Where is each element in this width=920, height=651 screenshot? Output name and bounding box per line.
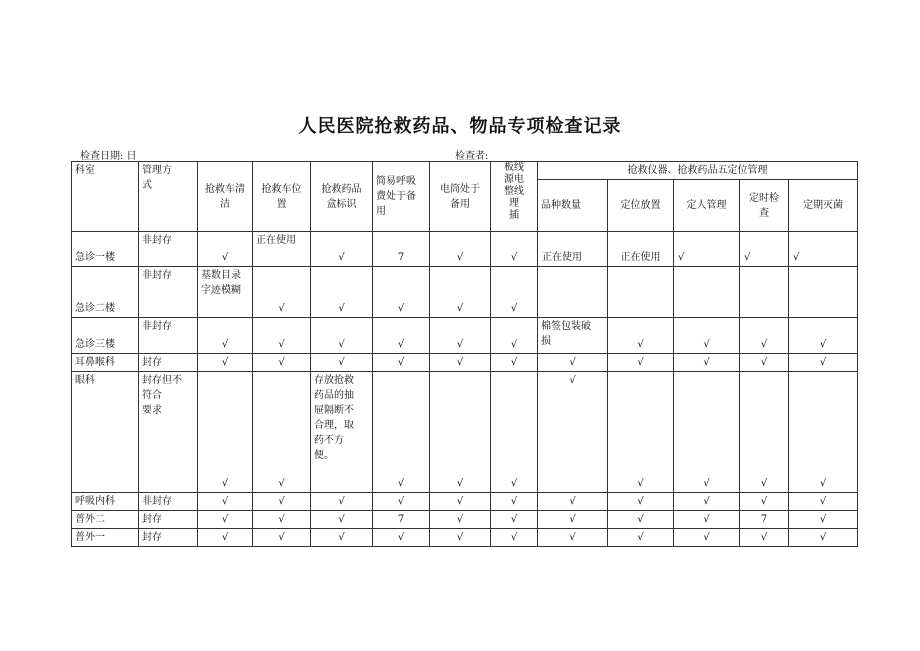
cell-note: 正在使用 [608,232,674,267]
header-respirator: 简易呼吸 费处于备 用 [373,162,430,232]
cell-note: 正在使用 [538,232,608,267]
table-row [72,372,858,493]
cell-check: √ [789,318,858,354]
inspection-date-label: 检查日期: 日 [80,151,137,162]
cell-check: √ [608,511,674,529]
cell-check: √ [608,318,674,354]
row-dept: 急诊二楼 [72,267,139,318]
cell-check: √ [430,372,491,493]
cell-check: √ [789,372,858,493]
cell-check: 7 [740,511,789,529]
cell-check: √ [373,354,430,372]
cell-check: √ [789,354,858,372]
cell-check: √ [430,267,491,318]
cell-check: √ [253,529,311,547]
cell-check: √ [740,354,789,372]
cell-check: √ [198,529,253,547]
table-row [72,354,858,372]
cell-check: √ [674,232,740,267]
cell-check: √ [674,318,740,354]
row-dept: 普外一 [72,529,139,547]
cell-check: √ [538,354,608,372]
row-management: 封存 [139,511,198,529]
cell-check: √ [491,318,538,354]
cell-note: 棉签包装破 损 [538,318,608,354]
cell-check: √ [538,372,608,493]
cell-note: 存放抢救 药品的抽 屉隔断不 合理，取 药不方 便。 [311,372,373,493]
table-row [72,493,858,511]
cell-check: √ [198,354,253,372]
cell-check: √ [430,318,491,354]
cell-check: √ [311,232,373,267]
row-management: 封存但不 符合 要求 [139,372,198,493]
header-management: 管理方 式 [139,162,198,232]
cell-check: √ [608,493,674,511]
cell-check: √ [491,232,538,267]
cell-check: √ [253,267,311,318]
cell-check: √ [198,232,253,267]
header-cart-clean: 抢救车清 洁 [198,162,253,232]
page-title: 人民医院抢救药品、物品专项检查记录 [298,116,622,137]
cell-check: √ [253,372,311,493]
cell-check: √ [608,354,674,372]
header-sterilize: 定期灭菌 [789,180,858,232]
row-management: 非封存 [139,318,198,354]
cell-check: √ [491,529,538,547]
row-management: 非封存 [139,493,198,511]
cell-check: √ [538,493,608,511]
cell-check: √ [311,511,373,529]
cell-check: 7 [373,511,430,529]
cell-check: √ [198,372,253,493]
cell-check: √ [608,529,674,547]
table-row [72,267,858,318]
row-dept: 急诊三楼 [72,318,139,354]
cell-check: √ [373,372,430,493]
header-five-fixed-group: 抢救仪器、抢救药品五定位管理 [538,162,858,180]
row-dept: 急诊一楼 [72,232,139,267]
inspector-label: 检查者: [455,151,489,162]
inspection-table [71,161,858,547]
cell-check: √ [538,511,608,529]
row-dept: 普外二 [72,511,139,529]
cell-check: √ [674,372,740,493]
cell-check: √ [430,511,491,529]
cell-check: √ [674,529,740,547]
row-dept: 耳鼻喉科 [72,354,139,372]
cell-empty [789,267,858,318]
cell-check: √ [491,354,538,372]
cell-check: √ [430,354,491,372]
row-management: 非封存 [139,267,198,318]
cell-check: √ [491,372,538,493]
cell-check: √ [740,529,789,547]
table-row [72,318,858,354]
cell-check: √ [198,318,253,354]
cell-note: 基数目录 字迹模糊 [198,267,253,318]
cell-check: √ [253,511,311,529]
cell-check: √ [740,493,789,511]
cell-check: √ [311,493,373,511]
row-management: 封存 [139,529,198,547]
cell-check: √ [491,267,538,318]
header-cart-position: 抢救车位 置 [253,162,311,232]
cell-check: √ [253,354,311,372]
cell-check: √ [430,232,491,267]
cell-check: √ [674,511,740,529]
cell-check: √ [608,372,674,493]
cell-check: √ [789,232,858,267]
cell-check: √ [740,372,789,493]
cell-check: √ [491,511,538,529]
cell-check: √ [198,493,253,511]
cell-check: √ [198,511,253,529]
cell-check: √ [253,493,311,511]
row-management: 非封存 [139,232,198,267]
cell-check: √ [430,493,491,511]
header-fixed-position: 定位放置 [608,180,674,232]
cell-check: √ [430,529,491,547]
cell-check: √ [373,529,430,547]
row-management: 封存 [139,354,198,372]
cell-check: √ [789,511,858,529]
row-dept: 眼科 [72,372,139,493]
cell-check: √ [674,493,740,511]
cell-check: √ [373,267,430,318]
cell-check: √ [373,318,430,354]
cell-check: √ [253,318,311,354]
cell-empty [608,267,674,318]
header-fixed-person: 定人管理 [674,180,740,232]
row-dept: 呼吸内科 [72,493,139,511]
cell-check: √ [740,232,789,267]
cell-empty [740,267,789,318]
header-power-cable: 板线 源电 整线 理 插 [491,162,538,232]
table-row [72,529,858,547]
header-box-label: 抢救药品 盒标识 [311,162,373,232]
cell-check: √ [789,493,858,511]
cell-check: √ [311,354,373,372]
cell-check: √ [491,493,538,511]
cell-check: 7 [373,232,430,267]
cell-check: √ [789,529,858,547]
cell-check: √ [674,354,740,372]
cell-empty [538,267,608,318]
cell-note: 正在使用 [253,232,311,267]
cell-check: √ [373,493,430,511]
header-dept: 科室 [72,162,139,232]
cell-check: √ [740,318,789,354]
header-variety-quantity: 品种数量 [538,180,608,232]
cell-check: √ [311,318,373,354]
cell-check: √ [311,267,373,318]
table-row [72,232,858,267]
table-row [72,511,858,529]
header-flashlight: 电筒处于 备用 [430,162,491,232]
header-timed-check: 定时检 查 [740,180,789,232]
cell-check: √ [538,529,608,547]
cell-empty [674,267,740,318]
cell-check: √ [311,529,373,547]
